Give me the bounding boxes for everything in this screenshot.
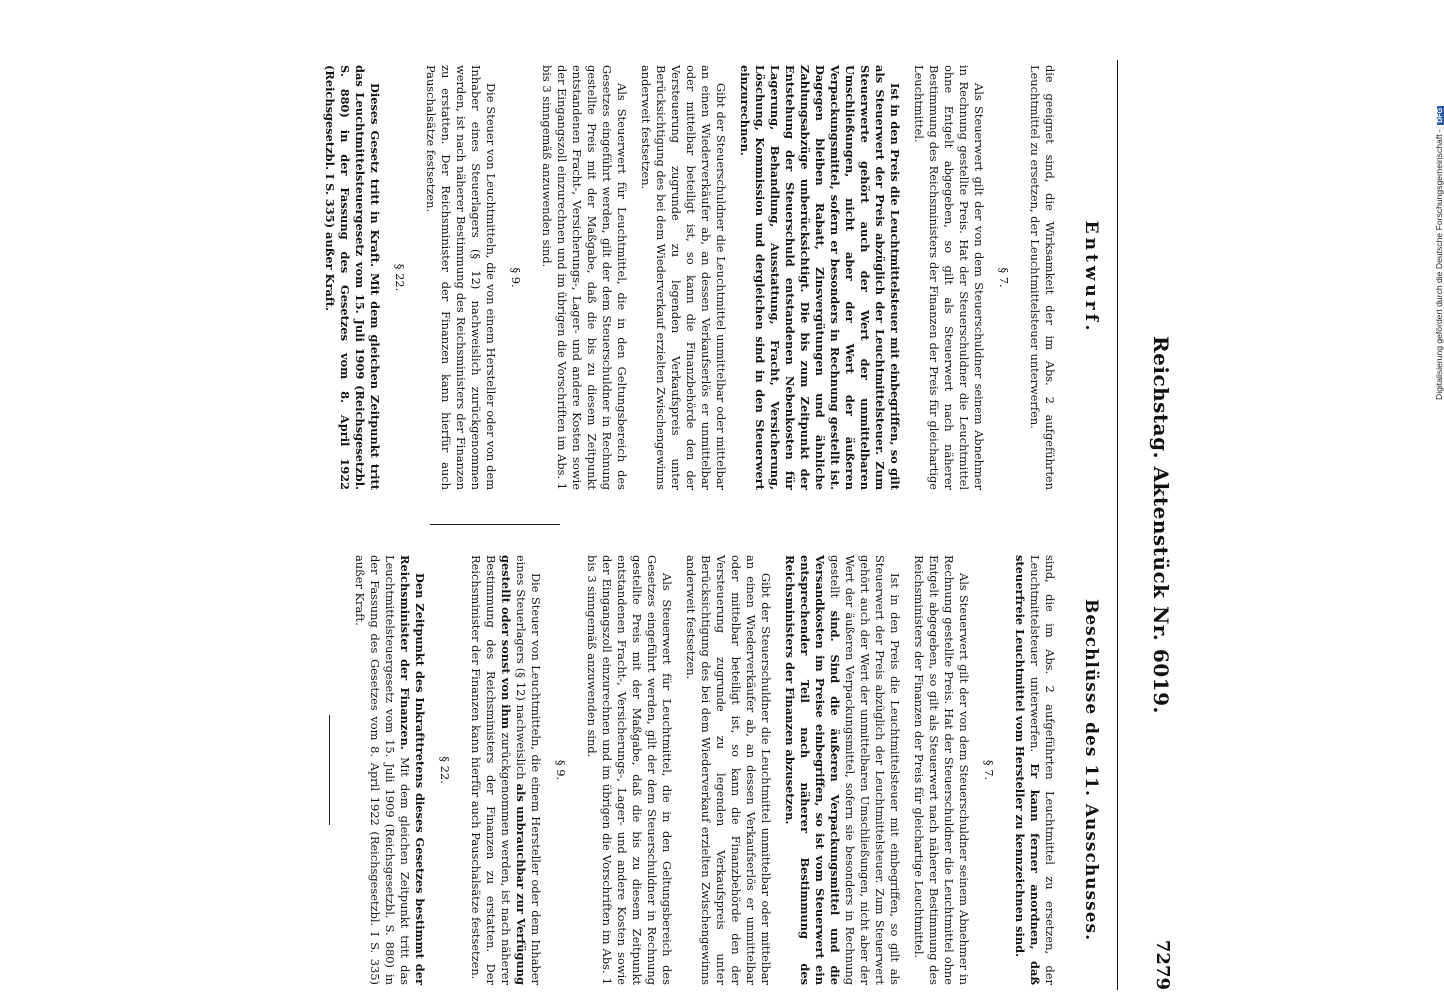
draft-paragraph: Ist in den Preis die Leuchtmittelsteuer mit einbegriffen, so gilt als Steuerwert der Preis abzüglich der Leuchtmittelsteuer. Zum Steuerwerte gehört auch der Wert der unmittelbaren Umschließungen, nicht aber der Wert der äußeren Verpackungsmittel, sofern er besonders in Rechnung gestellt ist. Dagegen bleiben Rabatt, Zinsvergütungen und ähnliche Zahlungsabzüge unberücksichtigt. Die bis zum Zeitpunkt der Entstehung der Steuerschuld entstandenen Nebenkosten für Lagerung, Behandlung, Ausstattung, Fracht, Versicherung, Löschung, Kommission und dergleichen sind in den Steuerwert einzurechnen. bbox=[738, 65, 902, 490]
page-title: Reichstag. Aktenstück Nr. 6019. bbox=[1149, 336, 1173, 714]
committee-text-bold: Den Zeitpunkt des Inkrafttretens dieses Gesetzes bestimmt der Reichsminister der Finanzen. bbox=[398, 555, 427, 985]
committee-text: Ist in den Preis die Leuchtmittelsteuer mit einbegriffen, so gilt als Steuerwert der Preis abzüglich der Leuchtmittelsteuer. Zum Steuerwert gehört auch der Wert der unmittelbaren Umschließungen, nicht aber der Wert der äußeren Verpackungsmittel, sofern sie besonders in Rechnung gestellt bbox=[828, 555, 902, 985]
draft-paragraph: Als Steuerwert gilt der von dem Steuerschuldner seinem Abnehmer in Rechnung gestellte Preis. Hat der Steuerschuldner die Leuchtmittel ohne Entgelt abgegeben, so gilt als Steuerwert nach näherer Bestimmung des Reichsministers der Finanzen der Preis für gleichartige Leuchtmittel. bbox=[912, 65, 986, 490]
committee-paragraph: Gibt der Steuerschuldner die Leuchtmittel unmittelbar oder mittelbar an einen Wiederverkäufer ab, an dessen Verkaufserlös er unmittelbar oder mittelbar beteiligt ist, so kann die Finanzbehörde den der Versteuerung zugrunde zu legenden Verkaufspreis unter Berücksichtigung des bei dem Wiederverkauf erzielten Zwischengewinns anderweit festsetzen. bbox=[684, 555, 773, 985]
draft-column-title: Entwurf. bbox=[1081, 220, 1101, 335]
dfg-logo: DFG bbox=[1437, 107, 1444, 123]
committee-text: sind, die im Abs. 2 aufgeführten Leuchtmittel zu ersetzen, der Leuchtmittelsteuer unterwerfen. bbox=[1028, 555, 1057, 985]
page-number: 7279 bbox=[1152, 939, 1173, 990]
section-heading: § 22. bbox=[438, 756, 452, 784]
committee-paragraph bbox=[352, 555, 427, 985]
committee-column bbox=[20, 555, 1100, 985]
draft-paragraph: Gibt der Steuerschuldner die Leuchtmittel unmittelbar oder mittelbar an einen Wiederverkäufer ab, an dessen Verkaufserlös er unmittelbar oder mittelbar beteiligt ist, so kann die Finanzbehörde den der Versteuerung zugrunde zu legenden Verkaufspreis unter Berücksichtigung des bei dem Wiederverkauf erzielten Zwischengewinns anderweit festsetzen. bbox=[639, 65, 728, 490]
section-heading: § 7. bbox=[997, 267, 1011, 288]
committee-paragraph bbox=[1012, 555, 1057, 985]
committee-text-bold: sind. Sind die äußeren Verpackungsmittel und die Versandkosten im Preise einbegriffen, so ist vom Steuerwert ein entsprechender Teil nach näherer Bestimmung des Reichsministers der Finanzen abzusetzen. bbox=[783, 555, 842, 985]
committee-paragraph: Als Steuerwert für Leuchtmittel, die in den Geltungsbereich des Gesetzes eingeführt werden, gilt der dem Steuerschuldner in Rechnung gestellte Preis mit der Maßgabe, daß die bis zu diesem Zeitpunkt entstandenen Fracht-, Versicherungs-, Lager- und andere Kosten sowie der Eingangszoll einzurechnen und im übrigen die Vorschriften im Abs. 1 bis 3 sinngemäß anzuwenden sind. bbox=[585, 555, 674, 985]
committee-text-bold: als unbrauchbar zur Verfügung gestellt oder sonst von ihm bbox=[499, 555, 528, 985]
section-heading: § 22. bbox=[393, 263, 407, 292]
section-heading: § 9. bbox=[509, 267, 523, 288]
draft-column bbox=[20, 65, 1100, 490]
committee-text: Die Steuer von Leuchtmitteln, die einem Hersteller oder dem Inhaber eines Steuerlagers (§ 12) nachweislich bbox=[514, 555, 543, 985]
draft-paragraph: Dieses Gesetz tritt in Kraft. Mit dem gleichen Zeitpunkt tritt das Leuchtmittelsteuergesetz vom 15. Juli 1909 (Reichsgesetzbl. S. 880) in der Fassung des Gesetzes vom 8. April 1922 (Reichsgesetzbl. I S. 335) außer Kraft. bbox=[323, 65, 382, 490]
draft-paragraph: Die Steuer von Leuchtmitteln, die von einem Hersteller oder von dem Inhaber eines Steuerlagers (§ 12) nachweislich zurückgenommen werden, ist nach näherer Bestimmung des Reichsministers der Finanzen zu erstatten. Der Reichsminister der Finanzen kann hierfür auch Pauschalsätze festsetzen. bbox=[424, 65, 498, 490]
committee-text: zurückgenommen werden, ist nach näherer Bestimmung des Reichsministers der Finanzen zu erstatten. Der Reichsminister der Finanzen kann hierfür auch Pauschalsätze festsetzen. bbox=[469, 555, 513, 985]
header-rule bbox=[1117, 60, 1118, 990]
committee-text-bold: Er kann ferner anordnen, daß steuerfreie Leuchtmittel vom Hersteller zu kennzeichnen sind. bbox=[1013, 555, 1042, 986]
column-divider bbox=[430, 524, 560, 525]
committee-paragraph bbox=[468, 555, 543, 985]
committee-text: Mit dem gleichen Zeitpunkt tritt das Leuchtmittelsteuergesetz vom 15. Juli 1909 (Reichsgesetzbl. S. 880) in der Fassung des Gesetzes vom 8. April 1922 (Reichsgesetzbl. I S. 335) außer Kraft. bbox=[353, 555, 412, 986]
section-heading: § 9. bbox=[554, 759, 568, 781]
draft-paragraph: die geeignet sind, die Wirksamkeit der im Abs. 2 aufgeführten Leuchtmittel zu ersetzen, der Leuchtmittelsteuer unterwerfen. bbox=[1028, 65, 1057, 490]
section-heading: § 7. bbox=[982, 759, 996, 781]
committee-paragraph bbox=[782, 555, 902, 985]
page-header bbox=[1120, 60, 1190, 990]
draft-paragraph: Als Steuerwert für Leuchtmittel, die in den Geltungsbereich des Gesetzes eingeführt werden, gilt der dem Steuerschuldner in Rechnung gestellte Preis mit der Maßgabe, daß die bis zu diesem Zeitpunkt entstandenen Fracht-, Versicherungs-, Lager- und andere Kosten sowie der Eingangszoll einzurechnen und im übrigen die Vorschriften im Abs. 1 bis 3 sinngemäß anzuwenden sind. bbox=[540, 65, 629, 490]
digitization-note-text: Digitalisierung gefördert durch die Deutsche Forschungsgemeinschaft - bbox=[1434, 129, 1444, 400]
committee-paragraph: Als Steuerwert gilt der von dem Steuerschuldner seinem Abnehmer in Rechnung gestellte Preis. Hat der Steuerschuldner die Leuchtmittel ohne Entgelt abgegeben, so gilt als Steuerwert nach näherer Bestimmung des Reichsministers der Finanzen der Preis für gleichartige Leuchtmittel. bbox=[912, 555, 971, 985]
digitization-note bbox=[1418, 40, 1444, 400]
committee-column-title: Beschlüsse des 11. Ausschusses. bbox=[1081, 598, 1101, 942]
section-divider bbox=[329, 715, 330, 825]
